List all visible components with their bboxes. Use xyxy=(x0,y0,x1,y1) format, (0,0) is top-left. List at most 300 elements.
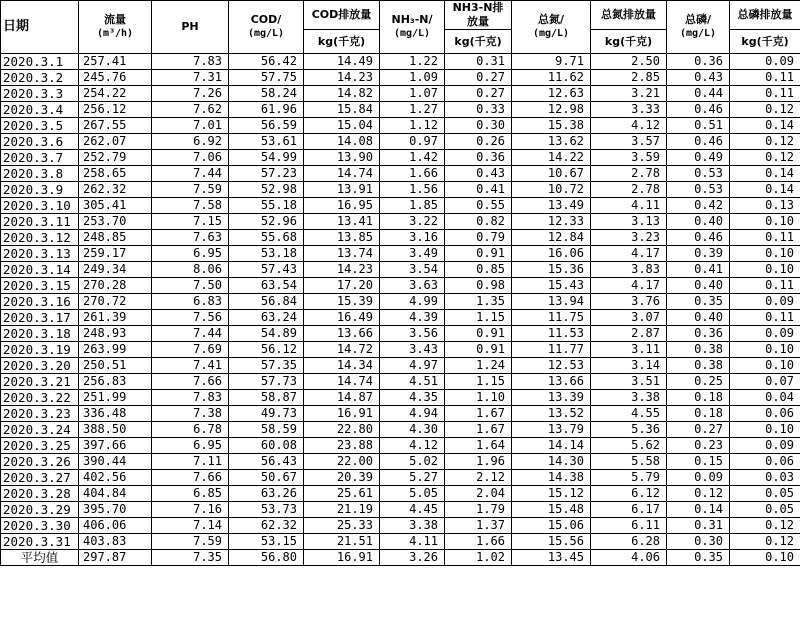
header-tn-discharge-unit: kg(千克) xyxy=(591,30,667,54)
cell-tn: 15.36 xyxy=(512,262,591,278)
cell-nh3-discharge: 1.66 xyxy=(445,534,512,550)
cell-tp: 0.18 xyxy=(667,406,730,422)
cell-nh3-discharge: 2.12 xyxy=(445,470,512,486)
cell-tn-discharge: 3.11 xyxy=(591,342,667,358)
cell-nh3: 4.94 xyxy=(380,406,445,422)
cell-tp: 0.43 xyxy=(667,70,730,86)
cell-cod-discharge: 17.20 xyxy=(304,278,380,294)
cell-ph: 6.95 xyxy=(152,438,229,454)
cell-flow: 258.65 xyxy=(79,166,152,182)
cell-tn-discharge: 3.07 xyxy=(591,310,667,326)
cell-flow: 257.41 xyxy=(79,54,152,70)
cell-tn-discharge: 2.78 xyxy=(591,166,667,182)
cell-tn-discharge: 5.36 xyxy=(591,422,667,438)
cell-ph: 7.44 xyxy=(152,166,229,182)
cell-ph: 7.50 xyxy=(152,278,229,294)
cell-tn: 10.67 xyxy=(512,166,591,182)
cell-nh3: 1.66 xyxy=(380,166,445,182)
cell-nh3-discharge: 0.82 xyxy=(445,214,512,230)
cell-cod: 57.35 xyxy=(229,358,304,374)
cell-tn: 15.56 xyxy=(512,534,591,550)
table-row xyxy=(1,486,800,502)
table-row xyxy=(1,310,800,326)
cell-ph: 7.62 xyxy=(152,102,229,118)
cell-cod: 61.96 xyxy=(229,102,304,118)
cell-cod: 56.12 xyxy=(229,342,304,358)
cell-flow: 259.17 xyxy=(79,246,152,262)
table-row xyxy=(1,454,800,470)
table-row xyxy=(1,278,800,294)
cell-cod-discharge: 14.49 xyxy=(304,54,380,70)
average-tp-discharge: 0.10 xyxy=(730,550,800,566)
cell-cod-discharge: 13.66 xyxy=(304,326,380,342)
header-tp xyxy=(667,1,730,54)
cell-date: 2020.3.8 xyxy=(1,166,79,182)
cell-nh3: 1.07 xyxy=(380,86,445,102)
cell-tn: 10.72 xyxy=(512,182,591,198)
cell-cod-discharge: 13.41 xyxy=(304,214,380,230)
cell-tp: 0.42 xyxy=(667,198,730,214)
table-row xyxy=(1,214,800,230)
cell-date: 2020.3.3 xyxy=(1,86,79,102)
cell-cod-discharge: 25.33 xyxy=(304,518,380,534)
cell-tp: 0.53 xyxy=(667,182,730,198)
cell-tp: 0.38 xyxy=(667,342,730,358)
header-nh3-discharge: NH3-N排放量 xyxy=(445,1,512,30)
cell-date: 2020.3.15 xyxy=(1,278,79,294)
cell-tp-discharge: 0.05 xyxy=(730,502,800,518)
cell-tn: 13.39 xyxy=(512,390,591,406)
cell-tn-discharge: 6.17 xyxy=(591,502,667,518)
table-row xyxy=(1,438,800,454)
cell-nh3: 1.09 xyxy=(380,70,445,86)
cell-date: 2020.3.27 xyxy=(1,470,79,486)
header-flow-unit: (m³/h) xyxy=(96,28,134,39)
cell-cod-discharge: 14.74 xyxy=(304,166,380,182)
cell-tp-discharge: 0.12 xyxy=(730,102,800,118)
cell-nh3-discharge: 1.79 xyxy=(445,502,512,518)
header-tp-discharge-unit: kg(千克) xyxy=(730,30,800,54)
cell-date: 2020.3.2 xyxy=(1,70,79,86)
cell-nh3-discharge: 1.96 xyxy=(445,454,512,470)
table-row xyxy=(1,406,800,422)
cell-cod: 62.32 xyxy=(229,518,304,534)
cell-tn-discharge: 3.83 xyxy=(591,262,667,278)
cell-tn: 14.14 xyxy=(512,438,591,454)
cell-tp: 0.15 xyxy=(667,454,730,470)
cell-nh3: 5.05 xyxy=(380,486,445,502)
cell-date: 2020.3.11 xyxy=(1,214,79,230)
header-cod-discharge: COD排放量 xyxy=(304,1,380,30)
cell-cod-discharge: 22.00 xyxy=(304,454,380,470)
cell-tn: 13.79 xyxy=(512,422,591,438)
cell-cod: 50.67 xyxy=(229,470,304,486)
cell-flow: 248.85 xyxy=(79,230,152,246)
cell-tp-discharge: 0.10 xyxy=(730,246,800,262)
cell-ph: 6.95 xyxy=(152,246,229,262)
cell-tp: 0.23 xyxy=(667,438,730,454)
cell-flow: 248.93 xyxy=(79,326,152,342)
cell-tn-discharge: 4.55 xyxy=(591,406,667,422)
cell-nh3: 3.22 xyxy=(380,214,445,230)
cell-ph: 7.01 xyxy=(152,118,229,134)
cell-date: 2020.3.13 xyxy=(1,246,79,262)
header-tp-discharge: 总磷排放量 xyxy=(730,1,800,30)
cell-cod-discharge: 23.88 xyxy=(304,438,380,454)
cell-tn: 12.98 xyxy=(512,102,591,118)
header-nh3 xyxy=(380,1,445,54)
cell-cod-discharge: 21.51 xyxy=(304,534,380,550)
average-date: 平均值 xyxy=(1,550,79,566)
cell-tn: 13.62 xyxy=(512,134,591,150)
cell-nh3: 3.38 xyxy=(380,518,445,534)
cell-ph: 7.59 xyxy=(152,182,229,198)
cell-tp-discharge: 0.10 xyxy=(730,342,800,358)
cell-flow: 397.66 xyxy=(79,438,152,454)
cell-flow: 270.28 xyxy=(79,278,152,294)
cell-flow: 263.99 xyxy=(79,342,152,358)
cell-cod: 63.24 xyxy=(229,310,304,326)
cell-tn-discharge: 5.62 xyxy=(591,438,667,454)
cell-tp: 0.40 xyxy=(667,214,730,230)
cell-nh3-discharge: 1.37 xyxy=(445,518,512,534)
cell-tp: 0.51 xyxy=(667,118,730,134)
cell-date: 2020.3.28 xyxy=(1,486,79,502)
table-row xyxy=(1,70,800,86)
cell-flow: 270.72 xyxy=(79,294,152,310)
table-row xyxy=(1,246,800,262)
cell-nh3-discharge: 0.33 xyxy=(445,102,512,118)
cell-tp-discharge: 0.14 xyxy=(730,118,800,134)
cell-ph: 7.26 xyxy=(152,86,229,102)
cell-date: 2020.3.26 xyxy=(1,454,79,470)
cell-date: 2020.3.5 xyxy=(1,118,79,134)
cell-tp: 0.40 xyxy=(667,310,730,326)
cell-tn-discharge: 3.14 xyxy=(591,358,667,374)
cell-nh3-discharge: 0.79 xyxy=(445,230,512,246)
cell-tn-discharge: 3.51 xyxy=(591,374,667,390)
cell-tp-discharge: 0.06 xyxy=(730,454,800,470)
cell-tp: 0.36 xyxy=(667,54,730,70)
cell-tp: 0.39 xyxy=(667,246,730,262)
cell-tn: 11.62 xyxy=(512,70,591,86)
cell-tn: 9.71 xyxy=(512,54,591,70)
cell-tn-discharge: 5.58 xyxy=(591,454,667,470)
cell-cod-discharge: 13.74 xyxy=(304,246,380,262)
cell-nh3-discharge: 0.41 xyxy=(445,182,512,198)
cell-tp: 0.31 xyxy=(667,518,730,534)
cell-nh3: 1.42 xyxy=(380,150,445,166)
cell-tn: 15.38 xyxy=(512,118,591,134)
cell-cod: 54.89 xyxy=(229,326,304,342)
cell-tn-discharge: 2.87 xyxy=(591,326,667,342)
table-row xyxy=(1,182,800,198)
cell-tp: 0.38 xyxy=(667,358,730,374)
cell-cod-discharge: 15.04 xyxy=(304,118,380,134)
cell-cod: 54.99 xyxy=(229,150,304,166)
cell-nh3-discharge: 1.67 xyxy=(445,406,512,422)
average-tn: 13.45 xyxy=(512,550,591,566)
cell-flow: 262.07 xyxy=(79,134,152,150)
cell-date: 2020.3.20 xyxy=(1,358,79,374)
cell-nh3: 5.02 xyxy=(380,454,445,470)
cell-tp-discharge: 0.10 xyxy=(730,422,800,438)
cell-tp-discharge: 0.12 xyxy=(730,534,800,550)
cell-tp-discharge: 0.11 xyxy=(730,70,800,86)
cell-cod-discharge: 16.95 xyxy=(304,198,380,214)
table-row xyxy=(1,102,800,118)
cell-date: 2020.3.10 xyxy=(1,198,79,214)
cell-flow: 267.55 xyxy=(79,118,152,134)
cell-nh3: 4.11 xyxy=(380,534,445,550)
cell-flow: 403.83 xyxy=(79,534,152,550)
cell-nh3: 3.56 xyxy=(380,326,445,342)
cell-tn: 13.66 xyxy=(512,374,591,390)
header-cod-label: COD/ xyxy=(250,13,282,26)
cell-cod-discharge: 20.39 xyxy=(304,470,380,486)
cell-tp-discharge: 0.11 xyxy=(730,278,800,294)
cell-tp: 0.40 xyxy=(667,278,730,294)
cell-date: 2020.3.19 xyxy=(1,342,79,358)
cell-tn-discharge: 3.59 xyxy=(591,150,667,166)
cell-tp: 0.27 xyxy=(667,422,730,438)
cell-cod: 57.73 xyxy=(229,374,304,390)
cell-cod: 53.18 xyxy=(229,246,304,262)
cell-ph: 7.69 xyxy=(152,342,229,358)
cell-date: 2020.3.25 xyxy=(1,438,79,454)
cell-date: 2020.3.24 xyxy=(1,422,79,438)
cell-ph: 7.31 xyxy=(152,70,229,86)
cell-tp: 0.18 xyxy=(667,390,730,406)
cell-nh3: 1.85 xyxy=(380,198,445,214)
cell-tn-discharge: 3.21 xyxy=(591,86,667,102)
cell-tn-discharge: 6.28 xyxy=(591,534,667,550)
cell-tn: 12.84 xyxy=(512,230,591,246)
table-row xyxy=(1,54,800,70)
cell-date: 2020.3.6 xyxy=(1,134,79,150)
cell-tn: 13.52 xyxy=(512,406,591,422)
cell-cod-discharge: 14.74 xyxy=(304,374,380,390)
cell-flow: 395.70 xyxy=(79,502,152,518)
cell-ph: 7.15 xyxy=(152,214,229,230)
cell-tn-discharge: 6.12 xyxy=(591,486,667,502)
cell-tn-discharge: 4.11 xyxy=(591,198,667,214)
cell-tp-discharge: 0.14 xyxy=(730,166,800,182)
cell-nh3: 3.49 xyxy=(380,246,445,262)
cell-flow: 256.83 xyxy=(79,374,152,390)
cell-ph: 7.59 xyxy=(152,534,229,550)
cell-tp-discharge: 0.11 xyxy=(730,86,800,102)
header-tn xyxy=(512,1,591,54)
cell-tn: 15.06 xyxy=(512,518,591,534)
cell-cod: 63.54 xyxy=(229,278,304,294)
cell-cod: 53.15 xyxy=(229,534,304,550)
cell-nh3-discharge: 1.10 xyxy=(445,390,512,406)
average-nh3: 3.26 xyxy=(380,550,445,566)
table-row xyxy=(1,326,800,342)
cell-date: 2020.3.12 xyxy=(1,230,79,246)
table-row xyxy=(1,342,800,358)
table-row xyxy=(1,534,800,550)
cell-ph: 7.83 xyxy=(152,54,229,70)
table-row xyxy=(1,294,800,310)
cell-flow: 251.99 xyxy=(79,390,152,406)
cell-cod: 56.42 xyxy=(229,54,304,70)
header-nh3-unit: (mg/L) xyxy=(393,28,431,39)
cell-tn-discharge: 3.38 xyxy=(591,390,667,406)
cell-cod: 52.98 xyxy=(229,182,304,198)
cell-nh3-discharge: 1.15 xyxy=(445,374,512,390)
cell-tn: 15.12 xyxy=(512,486,591,502)
cell-cod: 57.23 xyxy=(229,166,304,182)
cell-cod: 49.73 xyxy=(229,406,304,422)
cell-flow: 250.51 xyxy=(79,358,152,374)
cell-flow: 262.32 xyxy=(79,182,152,198)
cell-tp: 0.14 xyxy=(667,502,730,518)
cell-tn: 14.38 xyxy=(512,470,591,486)
cell-ph: 8.06 xyxy=(152,262,229,278)
cell-ph: 7.06 xyxy=(152,150,229,166)
cell-cod: 58.59 xyxy=(229,422,304,438)
cell-cod-discharge: 13.91 xyxy=(304,182,380,198)
cell-date: 2020.3.17 xyxy=(1,310,79,326)
header-nh3-label: NH₃-N/ xyxy=(391,13,433,26)
cell-tp: 0.53 xyxy=(667,166,730,182)
cell-nh3-discharge: 0.30 xyxy=(445,118,512,134)
cell-flow: 406.06 xyxy=(79,518,152,534)
cell-nh3: 3.43 xyxy=(380,342,445,358)
cell-nh3: 4.12 xyxy=(380,438,445,454)
header-flow-label: 流量 xyxy=(104,13,126,26)
table-row xyxy=(1,166,800,182)
cell-cod: 58.24 xyxy=(229,86,304,102)
cell-nh3: 4.99 xyxy=(380,294,445,310)
cell-flow: 253.70 xyxy=(79,214,152,230)
cell-tp-discharge: 0.13 xyxy=(730,198,800,214)
average-tp: 0.35 xyxy=(667,550,730,566)
table-row xyxy=(1,118,800,134)
cell-nh3-discharge: 1.15 xyxy=(445,310,512,326)
cell-flow: 336.48 xyxy=(79,406,152,422)
cell-nh3-discharge: 0.98 xyxy=(445,278,512,294)
cell-tn-discharge: 5.79 xyxy=(591,470,667,486)
cell-tn-discharge: 3.23 xyxy=(591,230,667,246)
cell-tn: 16.06 xyxy=(512,246,591,262)
cell-date: 2020.3.7 xyxy=(1,150,79,166)
cell-tp-discharge: 0.09 xyxy=(730,294,800,310)
cell-flow: 402.56 xyxy=(79,470,152,486)
header-ph: PH xyxy=(152,1,229,54)
cell-nh3-discharge: 0.27 xyxy=(445,70,512,86)
cell-cod-discharge: 14.08 xyxy=(304,134,380,150)
cell-tn: 11.77 xyxy=(512,342,591,358)
cell-date: 2020.3.30 xyxy=(1,518,79,534)
cell-cod-discharge: 16.91 xyxy=(304,406,380,422)
header-nh3-discharge-unit: kg(千克) xyxy=(445,30,512,54)
header-tn-discharge: 总氮排放量 xyxy=(591,1,667,30)
header-cod xyxy=(229,1,304,54)
cell-tn: 15.48 xyxy=(512,502,591,518)
cell-nh3-discharge: 0.91 xyxy=(445,326,512,342)
cell-ph: 6.85 xyxy=(152,486,229,502)
cell-nh3-discharge: 1.35 xyxy=(445,294,512,310)
cell-nh3-discharge: 0.27 xyxy=(445,86,512,102)
cell-cod-discharge: 21.19 xyxy=(304,502,380,518)
header-row-1 xyxy=(1,1,800,30)
cell-tn: 13.49 xyxy=(512,198,591,214)
cell-tp-discharge: 0.09 xyxy=(730,326,800,342)
cell-nh3: 4.51 xyxy=(380,374,445,390)
cell-tp: 0.46 xyxy=(667,230,730,246)
cell-tp-discharge: 0.03 xyxy=(730,470,800,486)
cell-ph: 7.58 xyxy=(152,198,229,214)
average-cod-discharge: 16.91 xyxy=(304,550,380,566)
table-row xyxy=(1,518,800,534)
cell-tp-discharge: 0.12 xyxy=(730,518,800,534)
cell-tn: 12.53 xyxy=(512,358,591,374)
cell-tn: 14.22 xyxy=(512,150,591,166)
cell-cod-discharge: 15.84 xyxy=(304,102,380,118)
cell-date: 2020.3.4 xyxy=(1,102,79,118)
table-row xyxy=(1,86,800,102)
cell-tp-discharge: 0.10 xyxy=(730,214,800,230)
cell-date: 2020.3.18 xyxy=(1,326,79,342)
cell-tn: 11.75 xyxy=(512,310,591,326)
cell-ph: 7.66 xyxy=(152,470,229,486)
cell-nh3-discharge: 0.91 xyxy=(445,342,512,358)
cell-date: 2020.3.21 xyxy=(1,374,79,390)
cell-tp-discharge: 0.11 xyxy=(730,230,800,246)
cell-ph: 6.78 xyxy=(152,422,229,438)
cell-cod-discharge: 22.80 xyxy=(304,422,380,438)
cell-tn-discharge: 2.85 xyxy=(591,70,667,86)
cell-nh3: 4.45 xyxy=(380,502,445,518)
cell-cod: 56.84 xyxy=(229,294,304,310)
header-date: 日期 xyxy=(1,1,79,54)
cell-tp: 0.44 xyxy=(667,86,730,102)
cell-tp-discharge: 0.05 xyxy=(730,486,800,502)
cell-tn-discharge: 2.78 xyxy=(591,182,667,198)
cell-flow: 245.76 xyxy=(79,70,152,86)
cell-nh3-discharge: 0.91 xyxy=(445,246,512,262)
average-cod: 56.80 xyxy=(229,550,304,566)
cell-ph: 7.14 xyxy=(152,518,229,534)
cell-nh3-discharge: 0.31 xyxy=(445,54,512,70)
cell-nh3-discharge: 1.67 xyxy=(445,422,512,438)
cell-tn: 11.53 xyxy=(512,326,591,342)
cell-tn-discharge: 4.12 xyxy=(591,118,667,134)
cell-tp-discharge: 0.10 xyxy=(730,262,800,278)
cell-tp-discharge: 0.12 xyxy=(730,134,800,150)
cell-flow: 404.84 xyxy=(79,486,152,502)
header-cod-unit: (mg/L) xyxy=(247,28,285,39)
cell-ph: 7.56 xyxy=(152,310,229,326)
cell-nh3: 1.22 xyxy=(380,54,445,70)
cell-ph: 6.83 xyxy=(152,294,229,310)
cell-tp-discharge: 0.11 xyxy=(730,310,800,326)
cell-tp: 0.30 xyxy=(667,534,730,550)
average-nh3-discharge: 1.02 xyxy=(445,550,512,566)
cell-nh3-discharge: 0.43 xyxy=(445,166,512,182)
cell-tp-discharge: 0.07 xyxy=(730,374,800,390)
cell-nh3: 4.97 xyxy=(380,358,445,374)
header-tn-label: 总氮/ xyxy=(537,13,565,26)
cell-flow: 261.39 xyxy=(79,310,152,326)
cell-nh3: 1.12 xyxy=(380,118,445,134)
average-ph: 7.35 xyxy=(152,550,229,566)
cell-tp: 0.49 xyxy=(667,150,730,166)
table-row xyxy=(1,198,800,214)
